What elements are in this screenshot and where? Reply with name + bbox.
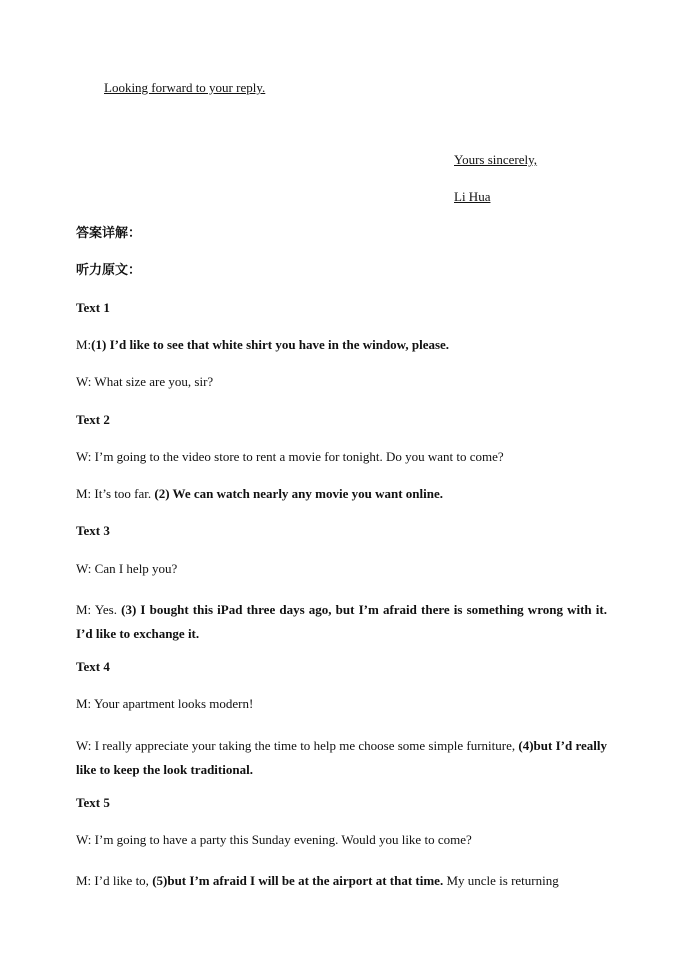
- dialogue-text: What size are you, sir?: [94, 374, 214, 389]
- speaker-label: W:: [76, 561, 92, 576]
- answer-highlight: (4)but I’d really like to keep the look traditional.: [76, 738, 608, 777]
- text-5-line-1: [76, 832, 472, 848]
- speaker-label: W:: [76, 738, 92, 753]
- text-4-line-1: [76, 696, 253, 712]
- answer-highlight: (5)but I’m afraid I will be at the airport at that time.: [152, 873, 444, 888]
- dialogue-text: Yes.: [94, 602, 122, 617]
- dialogue-text: I’m going to the video store to rent a movie for tonight. Do you want to come?: [94, 449, 504, 464]
- answer-highlight: (2) We can watch nearly any movie you want online.: [154, 486, 444, 501]
- speaker-label: M:: [76, 337, 92, 352]
- dialogue-text: I really appreciate your taking the time to help me choose some simple furniture,: [94, 738, 519, 753]
- speaker-label: M:: [76, 873, 92, 888]
- text-1-line-1: [76, 337, 449, 353]
- speaker-label: W:: [76, 832, 92, 847]
- text-5-title: Text 5: [76, 795, 110, 810]
- speaker-label: W:: [76, 374, 92, 389]
- text-3-line-2: [76, 598, 607, 646]
- text-4-line-2: [76, 734, 607, 782]
- text-2-line-2: [76, 486, 443, 502]
- text-5-line-2: [76, 869, 607, 893]
- dialogue-text: Your apartment looks modern!: [93, 696, 254, 711]
- answer-highlight: (1) I’d like to see that white shirt you have in the window, please.: [91, 337, 450, 352]
- dialogue-text: I’d like to,: [94, 873, 153, 888]
- speaker-label: W:: [76, 449, 92, 464]
- speaker-label: M:: [76, 486, 92, 501]
- speaker-label: M:: [76, 602, 92, 617]
- letter-closing-line: Looking forward to your reply.: [104, 80, 266, 95]
- letter-signoff: Yours sincerely,: [454, 152, 538, 167]
- speaker-label: M:: [76, 696, 92, 711]
- text-3-line-1: [76, 561, 177, 577]
- text-3-title: Text 3: [76, 523, 110, 538]
- dialogue-text: I’m going to have a party this Sunday evening. Would you like to come?: [94, 832, 472, 847]
- text-1-line-2: [76, 374, 213, 390]
- dialogue-text-continued: My uncle is returning: [443, 873, 559, 888]
- letter-signature: Li Hua: [454, 189, 491, 204]
- answer-explanation-heading: 答案详解：: [76, 226, 142, 241]
- answer-highlight: (3) I bought this iPad three days ago, but I’m afraid there is something wrong with it. I’d like to exchange it.: [76, 602, 607, 641]
- text-1-title: Text 1: [76, 300, 110, 315]
- dialogue-text: It’s too far.: [94, 486, 155, 501]
- listening-transcript-heading: 听力原文：: [76, 263, 142, 278]
- text-2-title: Text 2: [76, 412, 110, 427]
- text-4-title: Text 4: [76, 659, 110, 674]
- text-2-line-1: [76, 449, 504, 465]
- dialogue-text: Can I help you?: [94, 561, 178, 576]
